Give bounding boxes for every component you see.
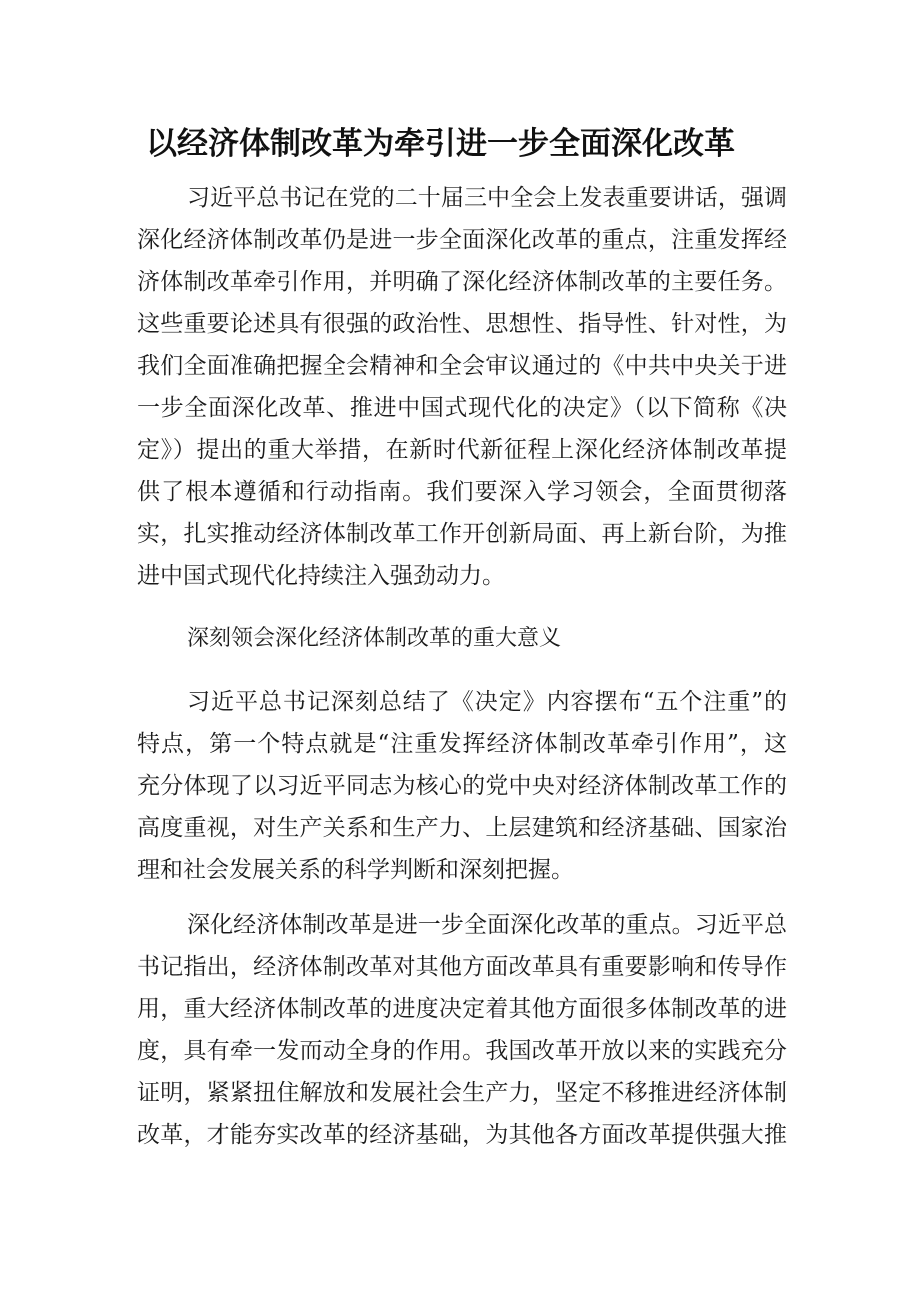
text-line: 供了根本遵循和行动指南。我们要深入学习领会，全面贯彻落 [137, 479, 787, 505]
text-line: 用，重大经济体制改革的进度决定着其他方面很多体制改革的进 [137, 996, 787, 1022]
text-line: 度，具有牵一发而动全身的作用。我国改革开放以来的实践充分 [137, 1038, 787, 1064]
document-title: 以经济体制改革为牵引进一步全面深化改革 [146, 126, 735, 162]
text-line: 我们全面准确把握全会精神和全会审议通过的《中共中央关于进 [137, 353, 787, 379]
text-line: 深化经济体制改革仍是进一步全面深化改革的重点，注重发挥经 [137, 227, 787, 253]
text-line: 实，扎实推动经济体制改革工作开创新局面、再上新台阶，为推 [137, 521, 787, 547]
text-line: 理和社会发展关系的科学判断和深刻把握。 [137, 857, 574, 883]
text-line: 书记指出，经济体制改革对其他方面改革具有重要影响和传导作 [137, 954, 787, 980]
text-line: 定》）提出的重大举措，在新时代新征程上深化经济体制改革提 [137, 437, 787, 463]
text-line: 改革，才能夯实改革的经济基础，为其他各方面改革提供强大推 [137, 1122, 787, 1148]
text-line: 充分体现了以习近平同志为核心的党中央对经济体制改革工作的 [137, 773, 787, 799]
text-line: 习近平总书记在党的二十届三中全会上发表重要讲话，强调 [187, 185, 787, 211]
text-line: 一步全面深化改革、推进中国式现代化的决定》（以下简称《决 [137, 395, 787, 421]
text-line: 高度重视，对生产关系和生产力、上层建筑和经济基础、国家治 [137, 815, 787, 841]
text-line: 特点，第一个特点就是“注重发挥经济体制改革牵引作用”，这 [137, 731, 787, 757]
text-line: 证明，紧紧扭住解放和发展社会生产力，坚定不移推进经济体制 [137, 1080, 787, 1106]
text-line: 这些重要论述具有很强的政治性、思想性、指导性、针对性，为 [137, 311, 787, 337]
text-line: 习近平总书记深刻总结了《决定》内容摆布“五个注重”的 [187, 689, 787, 715]
text-line: 深化经济体制改革是进一步全面深化改革的重点。习近平总 [187, 912, 787, 938]
text-line: 济体制改革牵引作用，并明确了深化经济体制改革的主要任务。 [137, 269, 787, 295]
section-heading: 深刻领会深化经济体制改革的重大意义 [187, 626, 562, 651]
text-line: 进中国式现代化持续注入强劲动力。 [137, 563, 505, 589]
